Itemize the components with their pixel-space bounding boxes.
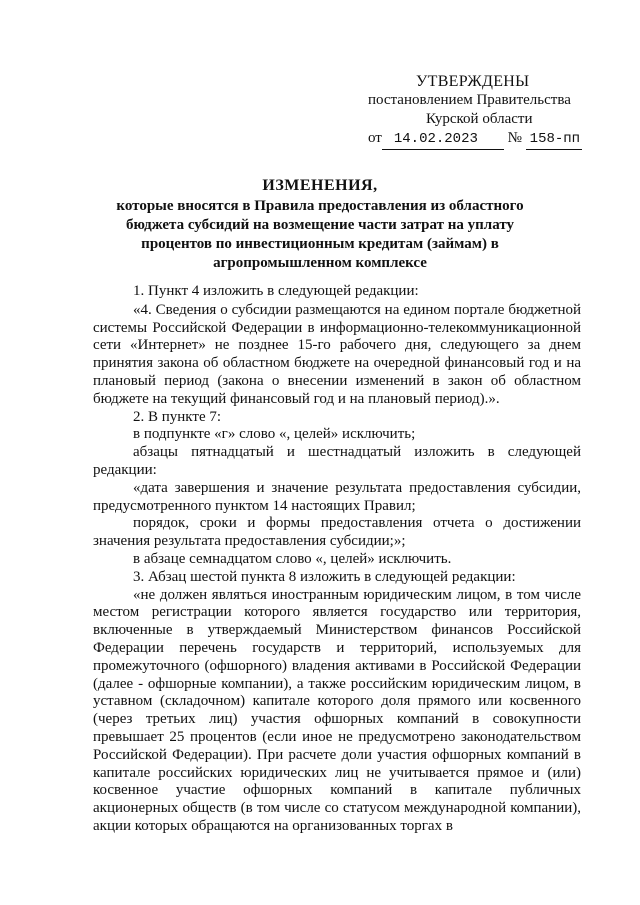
paragraph: «дата завершения и значение результата предоставления субсидии, предусмотренного пунктом 14 настоящих Правил; bbox=[93, 479, 581, 514]
heading-title: ИЗМЕНЕНИЯ, bbox=[262, 177, 378, 194]
heading-subtitle: которые вносятся в Правила предоставления из областного бюджета субсидий на возмещение части затрат на уплату процентов по инвестиционным кредитам (займам) в агропромышленном комплексе bbox=[116, 198, 524, 271]
paragraph: «не должен являться иностранным юридическим лицом, в том числе местом регистрации которого является государство или территория, включенные в утверждаемый Министерством финансов Российской Федерации перечень государств и территорий, используемых для промежуточного (офшорного) владения активами в Российской Федерации (далее - офшорные компании), а также российским юридическим лицом, в уставном (складочном) капитале которого доля прямого или косвенного (через третьих лиц) участия офшорных компаний в совокупности превышает 25 процентов (если иное не предусмотрено законодательством Российской Федерации). При расчете доли участия офшорных компаний в капитале российских юридических лиц не учитывается прямое и (или) косвенное участие офшорных компаний в капитале публичных акционерных обществ (в том числе со статусом международной компании), акции которых обращаются на организованных торгах в bbox=[93, 586, 581, 834]
date-prefix: от bbox=[368, 130, 382, 146]
approval-title: УТВЕРЖДЕНЫ bbox=[416, 73, 530, 90]
number-prefix: № bbox=[507, 130, 522, 146]
document-body bbox=[93, 283, 581, 836]
paragraph: в подпункте «г» слово «, целей» исключить; bbox=[133, 426, 416, 443]
paragraph: абзацы пятнадцатый и шестнадцатый изложить в следующей редакции: bbox=[93, 444, 581, 478]
approval-date-line bbox=[368, 129, 588, 150]
approval-number: 158-пп bbox=[526, 130, 582, 150]
paragraph: в абзаце семнадцатом слово «, целей» исключить. bbox=[133, 550, 452, 567]
paragraph: 2. В пункте 7: bbox=[133, 408, 222, 425]
approval-line-1: постановлением Правительства bbox=[368, 92, 571, 108]
paragraph: порядок, сроки и формы предоставления отчета о достижении значения результата предоставления субсидии;»; bbox=[93, 515, 581, 550]
approval-stamp bbox=[368, 72, 588, 150]
approval-date: 14.02.2023 bbox=[382, 130, 504, 150]
paragraph: 1. Пункт 4 изложить в следующей редакции: bbox=[133, 283, 419, 299]
document-heading bbox=[90, 176, 550, 273]
paragraph: «4. Сведения о субсидии размещаются на едином портале бюджетной системы Российской Федерации в информационно-телекоммуникационной сети «Интернет» не позднее 15-го рабочего дня, следующего за днем принятия закона об областном бюджете на очередной финансовый год и на плановый период (закона о внесении изменений в закон об областном бюджете на текущий финансовый год и на плановый период).». bbox=[93, 301, 581, 407]
paragraph: 3. Абзац шестой пункта 8 изложить в следующей редакции: bbox=[133, 568, 516, 585]
approval-line-2: Курской области bbox=[426, 111, 533, 127]
